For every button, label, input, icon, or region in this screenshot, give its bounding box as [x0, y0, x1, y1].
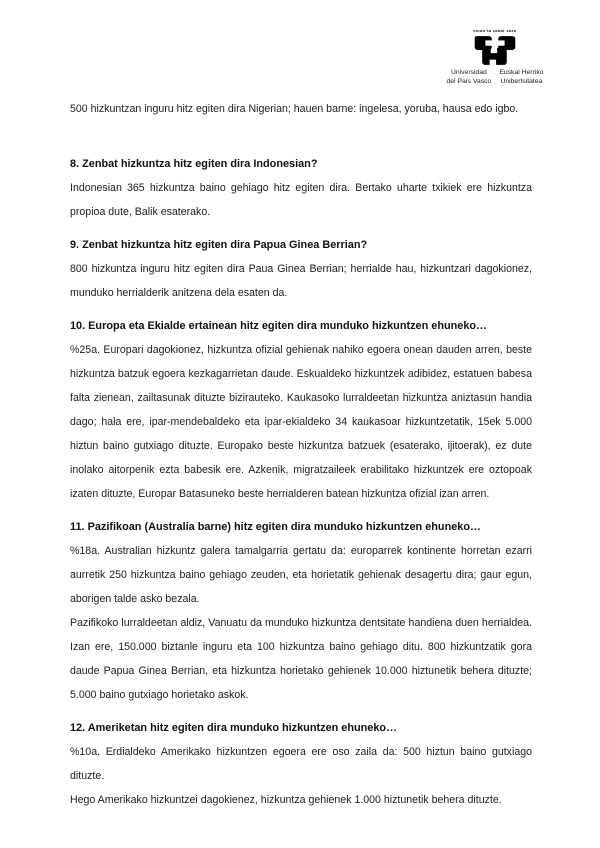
- section-8: [70, 152, 532, 224]
- upv-ehu-logo-icon: [473, 35, 517, 66]
- section-10-paragraph: %25a. Europari dagokionez, hizkuntza ofizial gehienak nahiko egoera onean dauden arren, beste hizkuntza batzuk egoera kezkagarrietan daude. Eskualdeko hizkuntzek adibidez, estatuen babesa falta zienean, zailtasunak dituzte bizirauteko. Kaukasoko lurraldeetan hizkuntza aniztasun handia dago; hala ere, ipar-mendebaldeko eta ipar-ekialdeko 34 kaukasoar hizkuntzetatik, 15ek 5.000 hiztun baino gutxiago dituzte. Europako beste hizkuntza batzuek (esaterako, ijitoerak), ez dute inolako aitorpenik ezta babesik ere. Azkenik, migratzaileek erabilitako hizkuntzek ere oztopoak izaten dituzte, Europar Batasuneko beste herrialderen batean hizkuntza ofizial izan arren.: [70, 344, 532, 500]
- intro-paragraph: 500 hizkuntzan inguru hitz egiten dira Nigerian; hauen barne: ingelesa, yoruba, hausa edo igbo.: [70, 103, 519, 115]
- section-9-paragraph: 800 hizkuntza inguru hitz egiten dira Paua Ginea Berrian; herrialde hau, hizkuntzari dagokionez, munduko herrialderik anitzena dela esaten da.: [70, 263, 532, 299]
- section-9: [70, 233, 532, 305]
- section-10: [70, 314, 532, 506]
- logo-names: [446, 68, 543, 86]
- document-content: [70, 97, 532, 812]
- logo-name-basque: [499, 68, 543, 86]
- logo-name-eu-line1: Euskal Herriko: [499, 69, 544, 76]
- section-12-heading: 12. Ameriketan hitz egiten dira munduko hizkuntzen ehuneko…: [70, 722, 397, 734]
- university-logo: [443, 28, 547, 86]
- section-10-heading: 10. Europa eta Ekialde ertainean hitz egiten dira munduko hizkuntzen ehuneko…: [70, 320, 487, 332]
- section-12-paragraph-2: Hego Amerikako hizkuntzei dagokienez, hizkuntza gehienek 1.000 hiztunetik behera dituzte.: [70, 794, 502, 806]
- section-11-paragraph-2: Pazifikoko lurraldeetan aldiz, Vanuatu da munduko hizkuntza dentsitate handiena duen herrialdea. Izan ere, 150.000 biztanle inguru eta 100 hizkuntza baino gehiago ditu. 800 hizkuntzatik gora daude Papua Ginea Berrian, eta hizkuntza horietako gehienek 10.000 hiztunetik behera dituzte; 5.000 baino gutxiago horietako askok.: [70, 617, 532, 701]
- logo-name-eu-line2: Unibertsitatea: [500, 78, 543, 85]
- section-8-paragraph: Indonesian 365 hizkuntza baino gehiago hitz egiten dira. Bertako uharte txikiek ere hizkuntza propioa dute, Balik esaterako.: [70, 182, 532, 218]
- logo-name-es-line1: Universidad: [450, 69, 487, 76]
- logo-motto: eman ta zabal zazu: [473, 28, 517, 33]
- section-8-heading: 8. Zenbat hizkuntza hitz egiten dira Indonesian?: [70, 158, 318, 170]
- section-11: [70, 515, 532, 707]
- logo-name-es-line2: del País Vasco: [446, 78, 492, 85]
- section-12: [70, 716, 532, 812]
- section-12-paragraph-1: %10a. Erdialdeko Amerikako hizkuntzen egoera ere oso zaila da: 500 hiztun baino gutxiago dituzte.: [70, 746, 532, 782]
- section-11-paragraph-1: %18a. Australian hizkuntz galera tamalgarria gertatu da: europarrek kontinente horretan ezarri aurretik 250 hizkuntza baino gehiago zeuden, eta horietatik gehienak desagertu dira; gaur egun, aborigen talde asko bezala.: [70, 545, 532, 605]
- section-9-heading: 9. Zenbat hizkuntza hitz egiten dira Papua Ginea Berrian?: [70, 239, 368, 251]
- logo-name-spanish: [446, 68, 491, 86]
- section-11-heading: 11. Pazifikoan (Australia barne) hitz egiten dira munduko hizkuntzen ehuneko…: [70, 521, 481, 533]
